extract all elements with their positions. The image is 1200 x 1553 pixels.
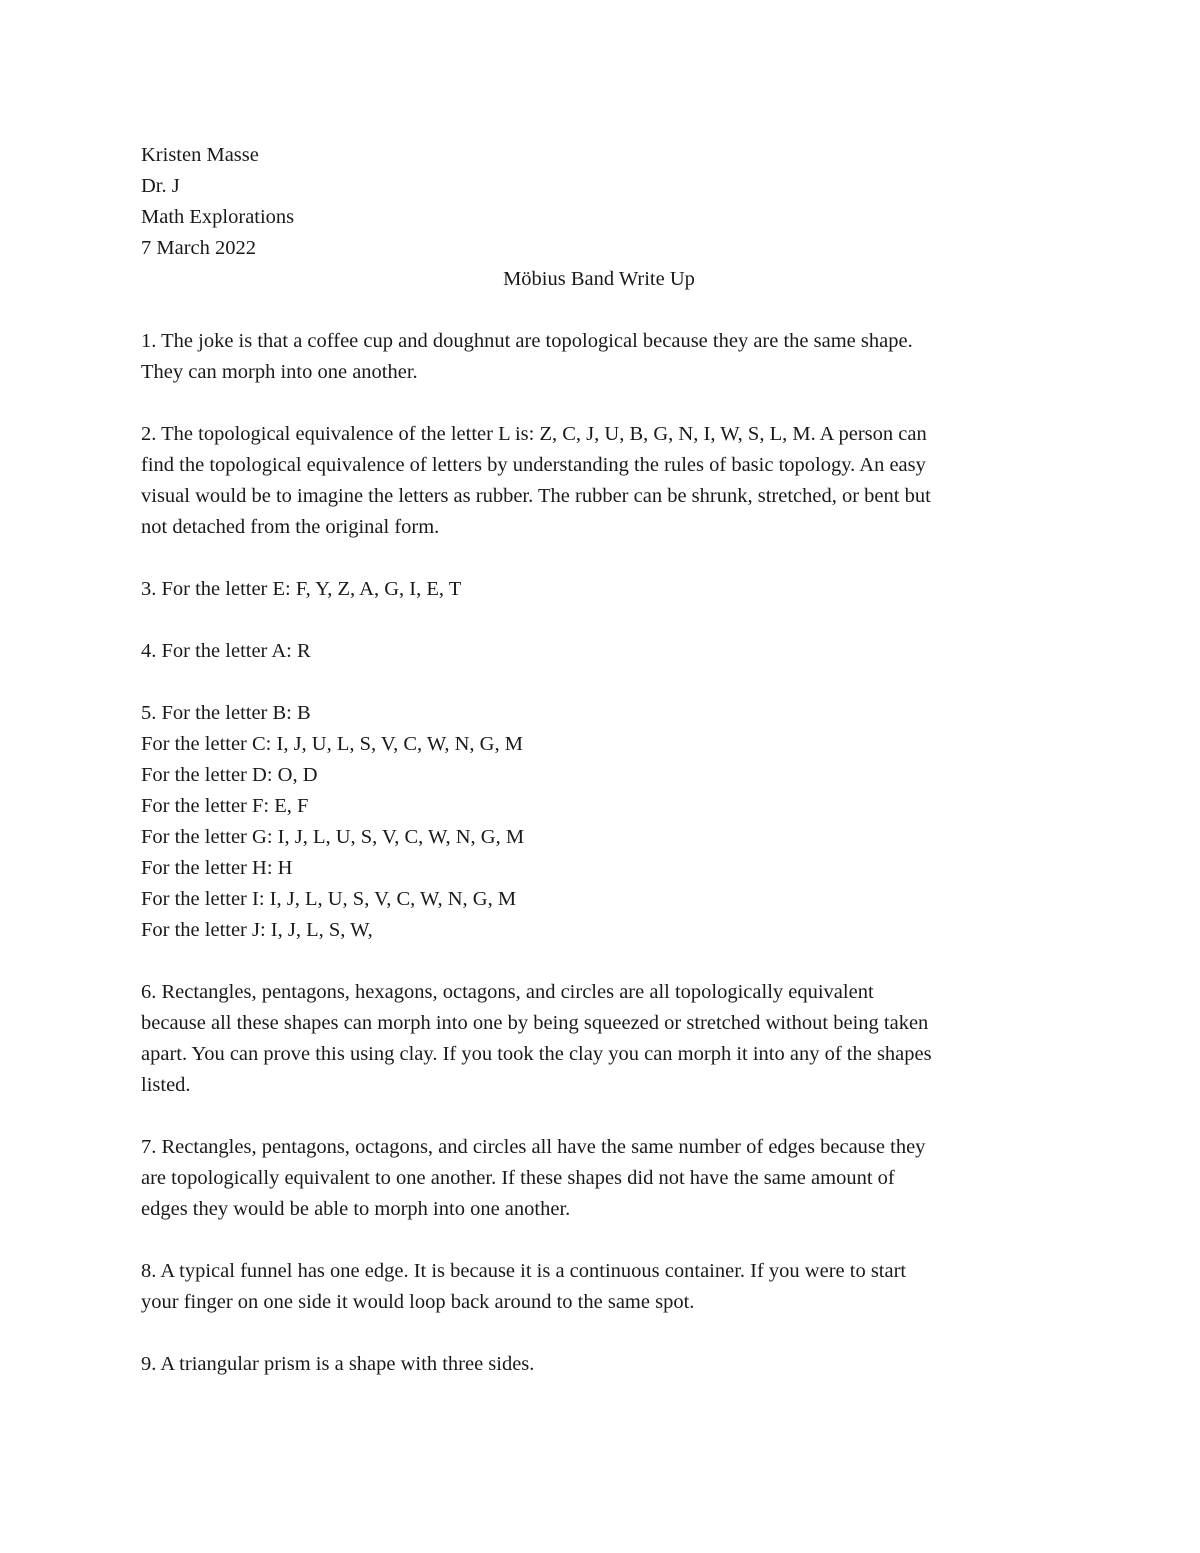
answer-9: 9. A triangular prism is a shape with three sides. [141,1353,535,1375]
answer-8-line-2: your finger on one side it would loop back around to the same spot. [141,1291,695,1313]
course-name: Math Explorations [141,206,295,228]
answer-5-letter-b: 5. For the letter B: B [141,702,311,724]
answer-6-line-2: because all these shapes can morph into one by being squeezed or stretched without being taken [141,1012,929,1034]
answer-4: 4. For the letter A: R [141,640,311,662]
answer-7-line-1: 7. Rectangles, pentagons, octagons, and circles all have the same number of edges because they [141,1136,926,1158]
answer-2-line-1: 2. The topological equivalence of the letter L is: Z, C, J, U, B, G, N, I, W, S, L, M. A person can [141,423,927,445]
answer-1 [141,326,1061,388]
answer-2-line-3: visual would be to imagine the letters as rubber. The rubber can be shrunk, stretched, or bent but [141,485,931,507]
instructor-name: Dr. J [141,175,180,197]
answer-1-line-2: They can morph into one another. [141,361,418,383]
answer-2-line-4: not detached from the original form. [141,516,440,538]
answer-6 [141,977,1061,1101]
answer-8-line-1: 8. A typical funnel has one edge. It is because it is a continuous container. If you were to start [141,1260,907,1282]
answer-5-letter-j: For the letter J: I, J, L, S, W, [141,919,373,941]
answer-7-line-3: edges they would be able to morph into one another. [141,1198,571,1220]
answer-7-line-2: are topologically equivalent to one another. If these shapes did not have the same amount of [141,1167,895,1189]
answer-1-line-1: 1. The joke is that a coffee cup and doughnut are topological because they are the same shape. [141,330,913,352]
answer-6-line-4: listed. [141,1074,191,1096]
answer-6-line-1: 6. Rectangles, pentagons, hexagons, octagons, and circles are all topologically equivalent [141,981,874,1003]
answer-2 [141,419,1061,543]
header-block [141,140,1061,264]
answer-5-letter-f: For the letter F: E, F [141,795,309,817]
answer-6-line-3: apart. You can prove this using clay. If you took the clay you can morph it into any of the shapes [141,1043,932,1065]
document-title: Möbius Band Write Up [503,268,695,290]
student-name: Kristen Masse [141,144,259,166]
answer-5-letter-i: For the letter I: I, J, L, U, S, V, C, W, N, G, M [141,888,517,910]
document-date: 7 March 2022 [141,237,257,259]
answer-5-letter-g: For the letter G: I, J, L, U, S, V, C, W, N, G, M [141,826,525,848]
answer-3: 3. For the letter E: F, Y, Z, A, G, I, E, T [141,578,462,600]
answer-2-line-2: find the topological equivalence of letters by understanding the rules of basic topology. An easy [141,454,926,476]
answer-5-letter-c: For the letter C: I, J, U, L, S, V, C, W, N, G, M [141,733,523,755]
answer-7 [141,1132,1061,1225]
answer-5 [141,698,1061,946]
answer-5-letter-d: For the letter D: O, D [141,764,318,786]
answer-8 [141,1256,1061,1318]
document-page [141,140,1061,1380]
answer-5-letter-h: For the letter H: H [141,857,293,879]
